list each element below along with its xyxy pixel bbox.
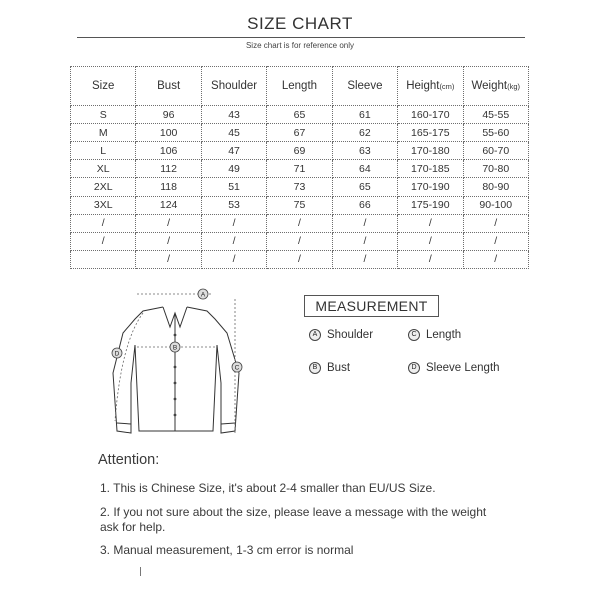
table-cell: 51: [201, 178, 266, 196]
legend-shoulder: [309, 329, 373, 341]
table-cell: 62: [332, 124, 397, 142]
table-cell: /: [398, 232, 463, 250]
legend-sleeve-length: [408, 362, 500, 374]
attention-heading: Attention:: [98, 452, 160, 468]
table-cell: 170-185: [398, 160, 463, 178]
size-chart-title: SIZE CHART: [247, 14, 353, 33]
table-cell: /: [267, 214, 332, 232]
table-cell: /: [136, 214, 201, 232]
legend-badge-d: D: [408, 362, 420, 374]
shirt-diagram: [95, 283, 255, 448]
table-cell: 118: [136, 178, 201, 196]
table-cell: 96: [136, 106, 201, 124]
header-weight: [463, 67, 528, 106]
header-sleeve: Sleeve: [332, 67, 397, 106]
height-label: Height: [406, 80, 440, 92]
table-cell: /: [136, 232, 201, 250]
table-cell: 43: [201, 106, 266, 124]
table-cell: 65: [332, 178, 397, 196]
table-cell: 67: [267, 124, 332, 142]
table-cell: 73: [267, 178, 332, 196]
right-cuff: [221, 423, 235, 424]
table-cell: /: [463, 214, 528, 232]
legend-label-bust: Bust: [327, 362, 351, 374]
table-cell: /: [398, 214, 463, 232]
legend-label-sleeve-length: Sleeve Length: [426, 362, 500, 374]
shirt-button: [174, 414, 177, 417]
table-cell: 80-90: [463, 178, 528, 196]
table-cell: 112: [136, 160, 201, 178]
header-bust: Bust: [136, 67, 201, 106]
marker-b: B: [172, 344, 178, 352]
table-cell: 3XL: [71, 196, 136, 214]
table-row: [71, 196, 529, 214]
table-cell: /: [267, 250, 332, 268]
table-cell: /: [71, 214, 136, 232]
note-1: 1. This is Chinese Size, it's about 2-4 smaller than EU/US Size.: [100, 481, 436, 495]
table-cell: S: [71, 106, 136, 124]
legend-label-length: Length: [426, 329, 462, 341]
table-cell: 60-70: [463, 142, 528, 160]
table-cell: 70-80: [463, 160, 528, 178]
table-cell: 61: [332, 106, 397, 124]
table-cell: L: [71, 142, 136, 160]
table-row: [71, 124, 529, 142]
legend-badge-b: B: [309, 362, 321, 374]
marker-c: C: [234, 364, 240, 372]
size-chart-subtitle: Size chart is for reference only: [245, 41, 355, 50]
table-cell: 100: [136, 124, 201, 142]
title-divider: [77, 37, 525, 38]
table-cell: 71: [267, 160, 332, 178]
height-unit: (cm): [439, 82, 455, 91]
weight-unit: (kg): [507, 82, 521, 91]
table-cell: XL: [71, 160, 136, 178]
header-length: Length: [267, 67, 332, 106]
legend-badge-a: A: [309, 329, 321, 341]
table-cell: 170-190: [398, 178, 463, 196]
table-cell: 75: [267, 196, 332, 214]
table-cell: 64: [332, 160, 397, 178]
table-row: [71, 178, 529, 196]
table-cell: /: [201, 232, 266, 250]
table-cell: /: [201, 250, 266, 268]
table-cell: 2XL: [71, 178, 136, 196]
legend-bust: [309, 362, 350, 374]
table-cell: 47: [201, 142, 266, 160]
table-cell: 160-170: [398, 106, 463, 124]
table-row: [71, 106, 529, 124]
table-cell: /: [201, 214, 266, 232]
table-cell: 106: [136, 142, 201, 160]
header-size: Size: [71, 67, 136, 106]
marker-a: A: [200, 291, 206, 299]
shirt-button: [174, 366, 177, 369]
note-2: 2. If you not sure about the size, please leave a message with the weight ask for help.: [100, 505, 487, 534]
table-cell: 175-190: [398, 196, 463, 214]
table-cell: /: [332, 214, 397, 232]
table-cell: 65: [267, 106, 332, 124]
legend-badge-c: C: [408, 329, 420, 341]
table-cell: /: [463, 250, 528, 268]
table-cell: 170-180: [398, 142, 463, 160]
legend-label-shoulder: Shoulder: [327, 329, 374, 341]
table-cell: /: [463, 232, 528, 250]
table-row: [71, 160, 529, 178]
sleeve-measure-line: [115, 313, 143, 421]
table-row: [71, 142, 529, 160]
table-cell: 69: [267, 142, 332, 160]
table-cell: M: [71, 124, 136, 142]
table-cell: [71, 250, 136, 268]
table-cell: 90-100: [463, 196, 528, 214]
header-height: [398, 67, 463, 106]
legend-length: [408, 329, 461, 341]
stray-mark: [140, 567, 141, 576]
table-cell: 49: [201, 160, 266, 178]
header-shoulder: Shoulder: [201, 67, 266, 106]
table-cell: /: [267, 232, 332, 250]
shirt-button: [174, 334, 177, 337]
table-header-row: [71, 67, 529, 106]
marker-d: D: [114, 350, 120, 358]
table-row: [71, 250, 529, 268]
table-row: [71, 214, 529, 232]
shirt-button: [174, 398, 177, 401]
table-cell: 66: [332, 196, 397, 214]
table-cell: 165-175: [398, 124, 463, 142]
table-cell: 45: [201, 124, 266, 142]
table-cell: /: [398, 250, 463, 268]
table-cell: 45-55: [463, 106, 528, 124]
table-cell: /: [71, 232, 136, 250]
table-cell: /: [332, 232, 397, 250]
table-cell: 53: [201, 196, 266, 214]
table-cell: 55-60: [463, 124, 528, 142]
table-cell: /: [136, 250, 201, 268]
table-cell: /: [332, 250, 397, 268]
measurement-title: MEASUREMENT: [304, 295, 439, 317]
size-table: [70, 66, 529, 269]
shirt-button: [174, 382, 177, 385]
table-cell: 63: [332, 142, 397, 160]
left-cuff: [117, 423, 131, 424]
table-cell: 124: [136, 196, 201, 214]
note-3: 3. Manual measurement, 1-3 cm error is normal: [100, 543, 354, 557]
weight-label: Weight: [471, 80, 508, 92]
table-row: [71, 232, 529, 250]
